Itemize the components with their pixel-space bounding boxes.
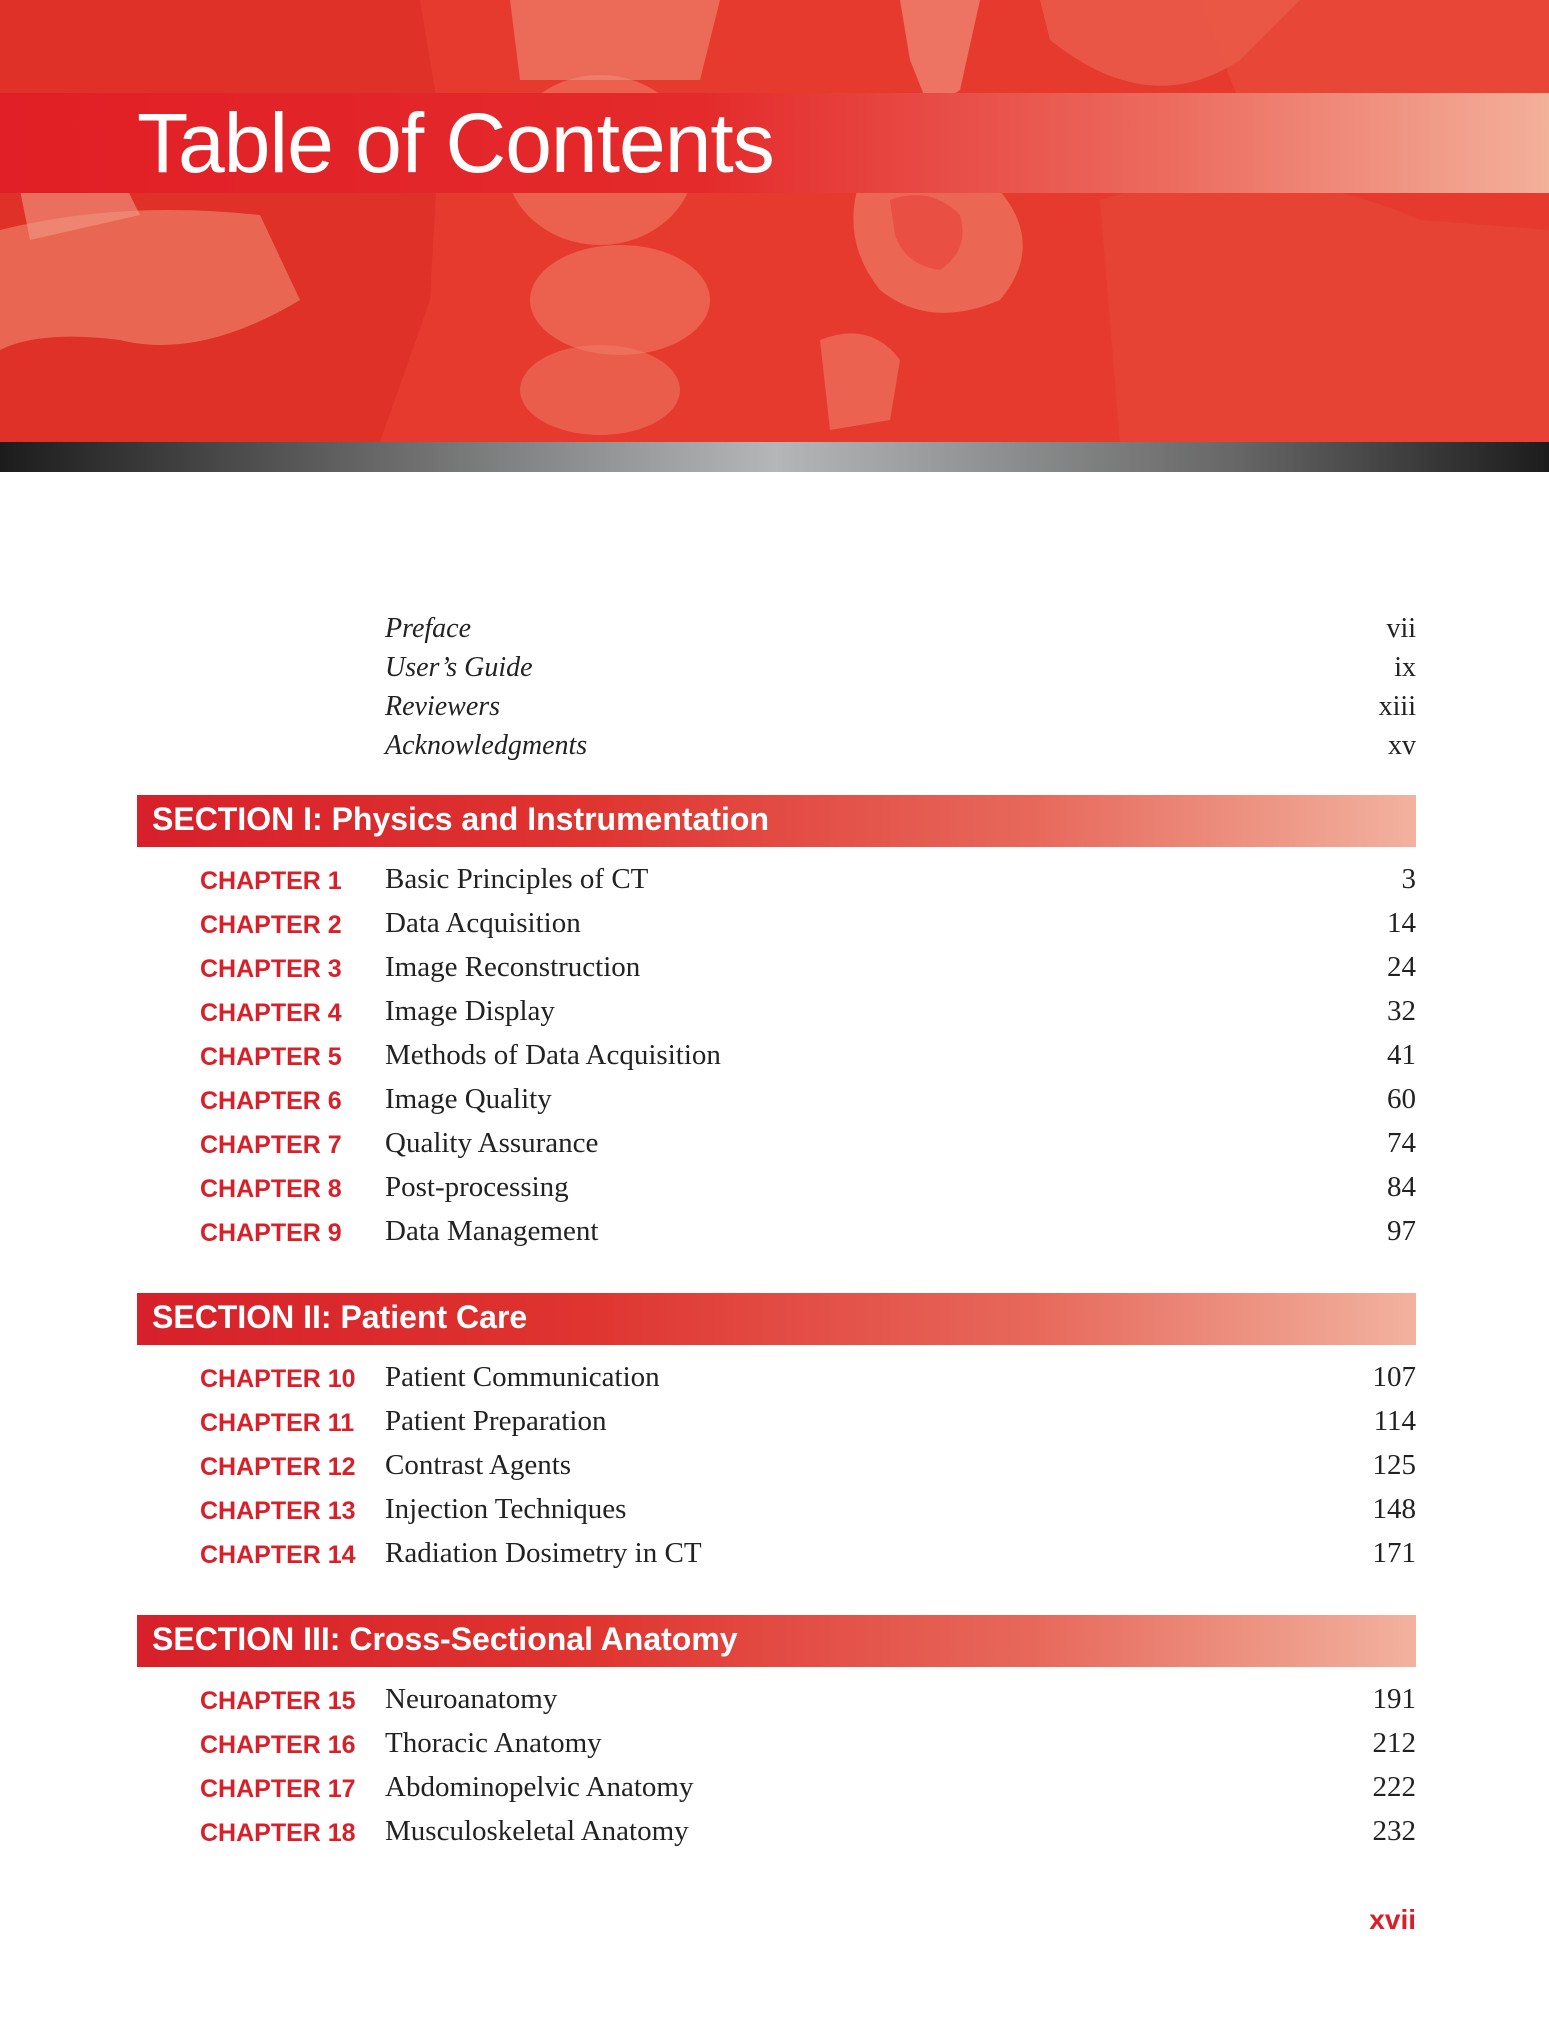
chapter-page: 3: [1401, 863, 1416, 895]
chapter-item[interactable]: [200, 1493, 1416, 1537]
chapter-item[interactable]: [200, 1815, 1416, 1859]
chapter-number: CHAPTER 2: [200, 911, 342, 939]
chapter-number: CHAPTER 3: [200, 955, 342, 983]
front-matter-title: Preface: [385, 613, 472, 644]
chapter-title: Radiation Dosimetry in CT: [385, 1537, 702, 1569]
front-matter-list: [385, 613, 1416, 769]
header-banner: [0, 0, 1549, 442]
chapter-number: CHAPTER 4: [200, 999, 342, 1027]
chapter-item[interactable]: [200, 1727, 1416, 1771]
chapter-title: Image Quality: [385, 1083, 552, 1115]
page-title: Table of Contents: [137, 96, 774, 190]
chapter-title: Quality Assurance: [385, 1127, 599, 1159]
front-matter-page: xiii: [1378, 691, 1416, 722]
front-matter-page: xv: [1388, 730, 1416, 761]
chapter-title: Data Management: [385, 1215, 599, 1247]
chapter-title: Patient Preparation: [385, 1405, 607, 1437]
divider-bar: [0, 442, 1549, 472]
chapter-page: 148: [1372, 1493, 1416, 1525]
chapter-page: 107: [1372, 1361, 1416, 1393]
chapter-title: Post-processing: [385, 1171, 569, 1203]
front-matter-item[interactable]: [385, 613, 1416, 652]
ct-scan-image: [0, 0, 1549, 442]
chapter-page: 232: [1372, 1815, 1416, 1847]
chapter-number: CHAPTER 1: [200, 867, 342, 895]
chapter-item[interactable]: [200, 1449, 1416, 1493]
chapter-item[interactable]: [200, 863, 1416, 907]
chapter-item[interactable]: [200, 1405, 1416, 1449]
chapter-item[interactable]: [200, 951, 1416, 995]
chapter-number: CHAPTER 16: [200, 1731, 356, 1759]
chapter-page: 191: [1372, 1683, 1416, 1715]
chapter-title: Patient Communication: [385, 1361, 660, 1393]
chapter-title: Image Reconstruction: [385, 951, 641, 983]
chapter-page: 14: [1387, 907, 1416, 939]
chapter-page: 60: [1387, 1083, 1416, 1115]
front-matter-item[interactable]: [385, 730, 1416, 769]
chapter-item[interactable]: [200, 1039, 1416, 1083]
chapter-list-section-2: [200, 1361, 1416, 1581]
chapter-title: Neuroanatomy: [385, 1683, 558, 1715]
chapter-number: CHAPTER 8: [200, 1175, 342, 1203]
section-header-2: [137, 1293, 1416, 1345]
chapter-number: CHAPTER 11: [200, 1409, 355, 1437]
front-matter-item[interactable]: [385, 652, 1416, 691]
chapter-number: CHAPTER 9: [200, 1219, 342, 1247]
chapter-item[interactable]: [200, 1083, 1416, 1127]
chapter-item[interactable]: [200, 907, 1416, 951]
section-label: SECTION II: Patient Care: [152, 1299, 528, 1335]
section-label: SECTION I: Physics and Instrumentation: [152, 801, 769, 837]
chapter-page: 32: [1387, 995, 1416, 1027]
chapter-page: 74: [1387, 1127, 1416, 1159]
chapter-item[interactable]: [200, 1361, 1416, 1405]
front-matter-title: Acknowledgments: [385, 730, 588, 761]
chapter-item[interactable]: [200, 995, 1416, 1039]
front-matter-page: vii: [1386, 613, 1416, 644]
chapter-number: CHAPTER 10: [200, 1365, 356, 1393]
chapter-number: CHAPTER 12: [200, 1453, 356, 1481]
chapter-number: CHAPTER 6: [200, 1087, 342, 1115]
chapter-title: Data Acquisition: [385, 907, 581, 939]
front-matter-title: Reviewers: [385, 691, 501, 722]
chapter-number: CHAPTER 14: [200, 1541, 356, 1569]
section-label: SECTION III: Cross-Sectional Anatomy: [152, 1621, 738, 1657]
chapter-number: CHAPTER 17: [200, 1775, 356, 1803]
chapter-title: Contrast Agents: [385, 1449, 572, 1481]
section-header-3: [137, 1615, 1416, 1667]
chapter-title: Image Display: [385, 995, 555, 1027]
chapter-page: 97: [1387, 1215, 1416, 1247]
chapter-title: Methods of Data Acquisition: [385, 1039, 721, 1071]
chapter-page: 222: [1372, 1771, 1416, 1803]
chapter-item[interactable]: [200, 1215, 1416, 1259]
chapter-page: 114: [1373, 1405, 1416, 1437]
chapter-number: CHAPTER 18: [200, 1819, 356, 1847]
chapter-page: 41: [1387, 1039, 1416, 1071]
chapter-item[interactable]: [200, 1127, 1416, 1171]
chapter-item[interactable]: [200, 1683, 1416, 1727]
chapter-item[interactable]: [200, 1537, 1416, 1581]
section-header-1: [137, 795, 1416, 847]
chapter-title: Musculoskeletal Anatomy: [385, 1815, 689, 1847]
chapter-number: CHAPTER 5: [200, 1043, 342, 1071]
chapter-item[interactable]: [200, 1171, 1416, 1215]
chapter-page: 212: [1372, 1727, 1416, 1759]
chapter-number: CHAPTER 15: [200, 1687, 356, 1715]
chapter-page: 84: [1387, 1171, 1416, 1203]
chapter-title: Injection Techniques: [385, 1493, 627, 1525]
page-number: xvii: [1369, 1904, 1416, 1935]
chapter-page: 24: [1387, 951, 1416, 983]
chapter-title: Thoracic Anatomy: [385, 1727, 602, 1759]
front-matter-page: ix: [1394, 652, 1416, 683]
chapter-number: CHAPTER 13: [200, 1497, 356, 1525]
chapter-title: Abdominopelvic Anatomy: [385, 1771, 694, 1803]
front-matter-title: User’s Guide: [385, 652, 533, 683]
chapter-list-section-1: [200, 863, 1416, 1259]
chapter-number: CHAPTER 7: [200, 1131, 342, 1159]
chapter-title: Basic Principles of CT: [385, 863, 649, 895]
chapter-page: 171: [1372, 1537, 1416, 1569]
chapter-item[interactable]: [200, 1771, 1416, 1815]
chapter-list-section-3: [200, 1683, 1416, 1859]
front-matter-item[interactable]: [385, 691, 1416, 730]
chapter-page: 125: [1372, 1449, 1416, 1481]
